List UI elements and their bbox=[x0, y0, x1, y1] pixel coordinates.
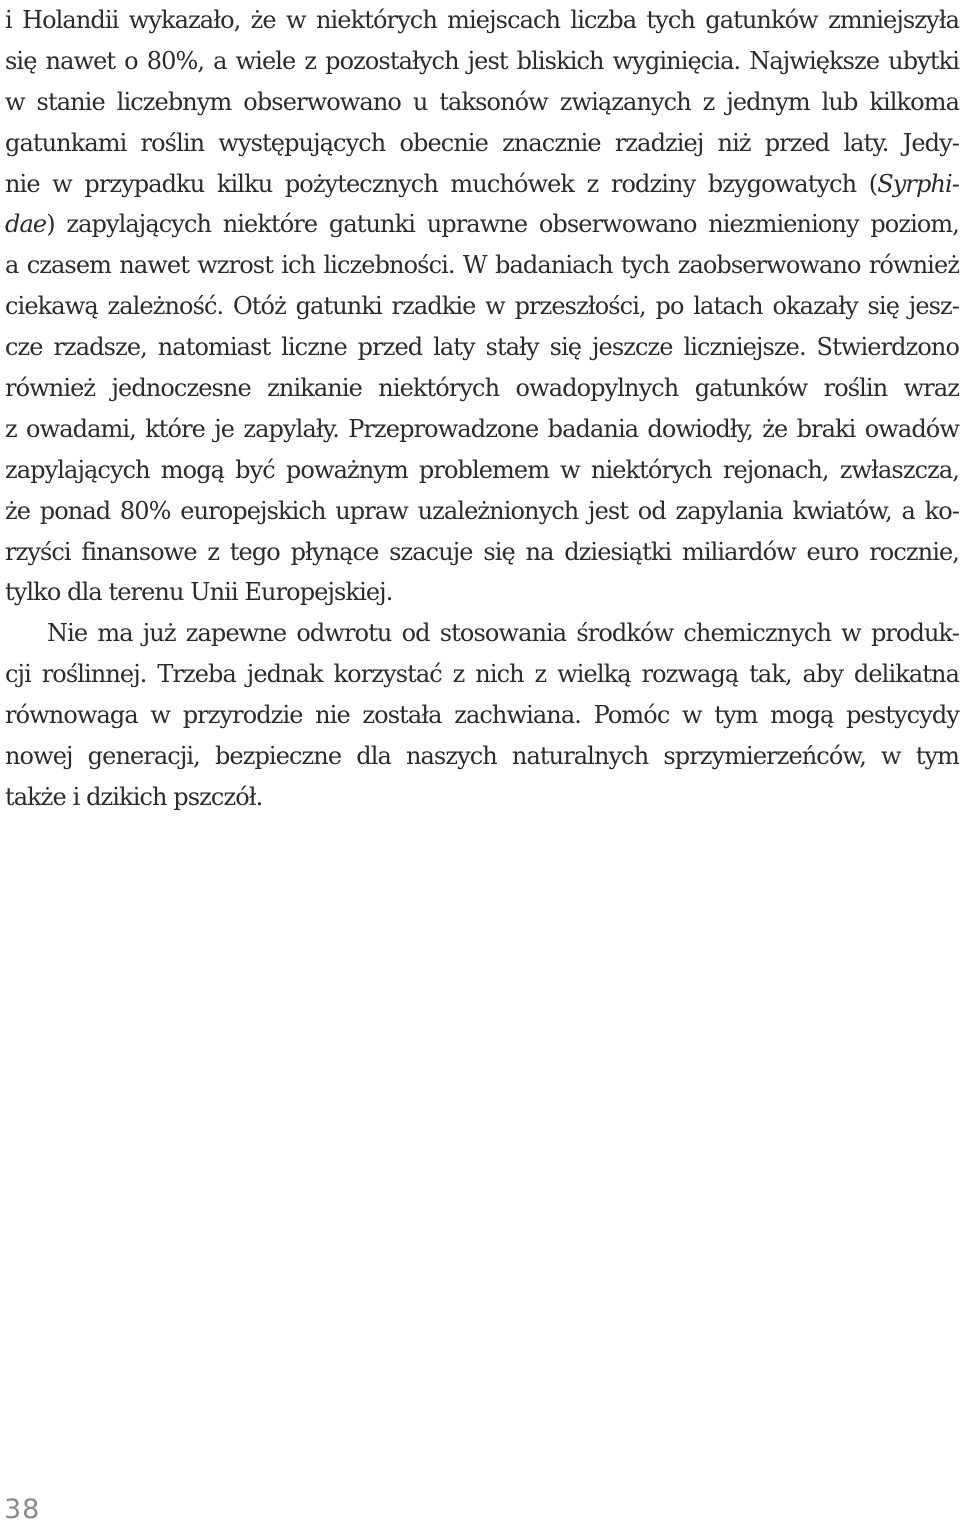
text-line: cji roślinnej. Trzeba jednak korzystać z nich z wielką rozwagą tak, aby delikatna bbox=[5, 660, 959, 689]
text-line: również jednoczesne znikanie niektórych owadopylnych gatunków roślin wraz bbox=[5, 374, 959, 403]
text-line bbox=[5, 164, 959, 205]
paragraph-2 bbox=[5, 613, 959, 817]
italic-taxon-name: Syrphi- bbox=[877, 169, 959, 198]
text-line: równowaga w przyrodzie nie została zachwiana. Pomóc w tym mogą pestycydy bbox=[5, 701, 959, 730]
text-line: się nawet o 80%, a wiele z pozostałych jest bliskich wyginięcia. Największe ubytki bbox=[5, 46, 959, 75]
text-line: że ponad 80% europejskich upraw uzależnionych jest od zapylania kwiatów, a ko- bbox=[5, 496, 959, 525]
text-line: w stanie liczebnym obserwowano u taksonów związanych z jednym lub kilkoma bbox=[5, 87, 959, 116]
paragraph-1 bbox=[5, 0, 959, 613]
text-line: także i dzikich pszczół. bbox=[5, 782, 263, 811]
page-text bbox=[5, 0, 959, 818]
text-segment: ) zapylających niektóre gatunki uprawne obserwowano niezmieniony poziom, bbox=[46, 210, 959, 239]
text-line: a czasem nawet wzrost ich liczebności. W badaniach tych zaobserwowano również bbox=[5, 251, 959, 280]
text-line: cze rzadsze, natomiast liczne przed laty stały się jeszcze liczniejsze. Stwierdzono bbox=[5, 333, 959, 362]
text-line: zapylających mogą być poważnym problemem w niektórych rejonach, zwłaszcza, bbox=[5, 455, 959, 484]
text-line: Nie ma już zapewne odwrotu od stosowania środków chemicznych w produk- bbox=[47, 619, 959, 648]
text-line bbox=[5, 204, 959, 245]
text-line: z owadami, które je zapylały. Przeprowadzone badania dowiodły, że braki owadów bbox=[5, 414, 959, 443]
text-line: tylko dla terenu Unii Europejskiej. bbox=[5, 578, 393, 607]
text-line: gatunkami roślin występujących obecnie znacznie rzadziej niż przed laty. Jedy- bbox=[5, 128, 959, 157]
italic-taxon-name: dae bbox=[5, 210, 47, 239]
text-line: rzyści finansowe z tego płynące szacuje się na dziesiątki miliardów euro rocznie, bbox=[5, 537, 959, 566]
text-line: ciekawą zależność. Otóż gatunki rzadkie w przeszłości, po latach okazały się jesz- bbox=[5, 292, 959, 321]
text-segment: nie w przypadku kilku pożytecznych muchówek z rodziny bzygowatych ( bbox=[5, 169, 878, 198]
text-line: nowej generacji, bezpieczne dla naszych naturalnych sprzymierzeńców, w tym bbox=[5, 742, 959, 771]
page-number: 38 bbox=[4, 1494, 41, 1525]
text-line: i Holandii wykazało, że w niektórych miejscach liczba tych gatunków zmniejszyła bbox=[5, 6, 959, 34]
